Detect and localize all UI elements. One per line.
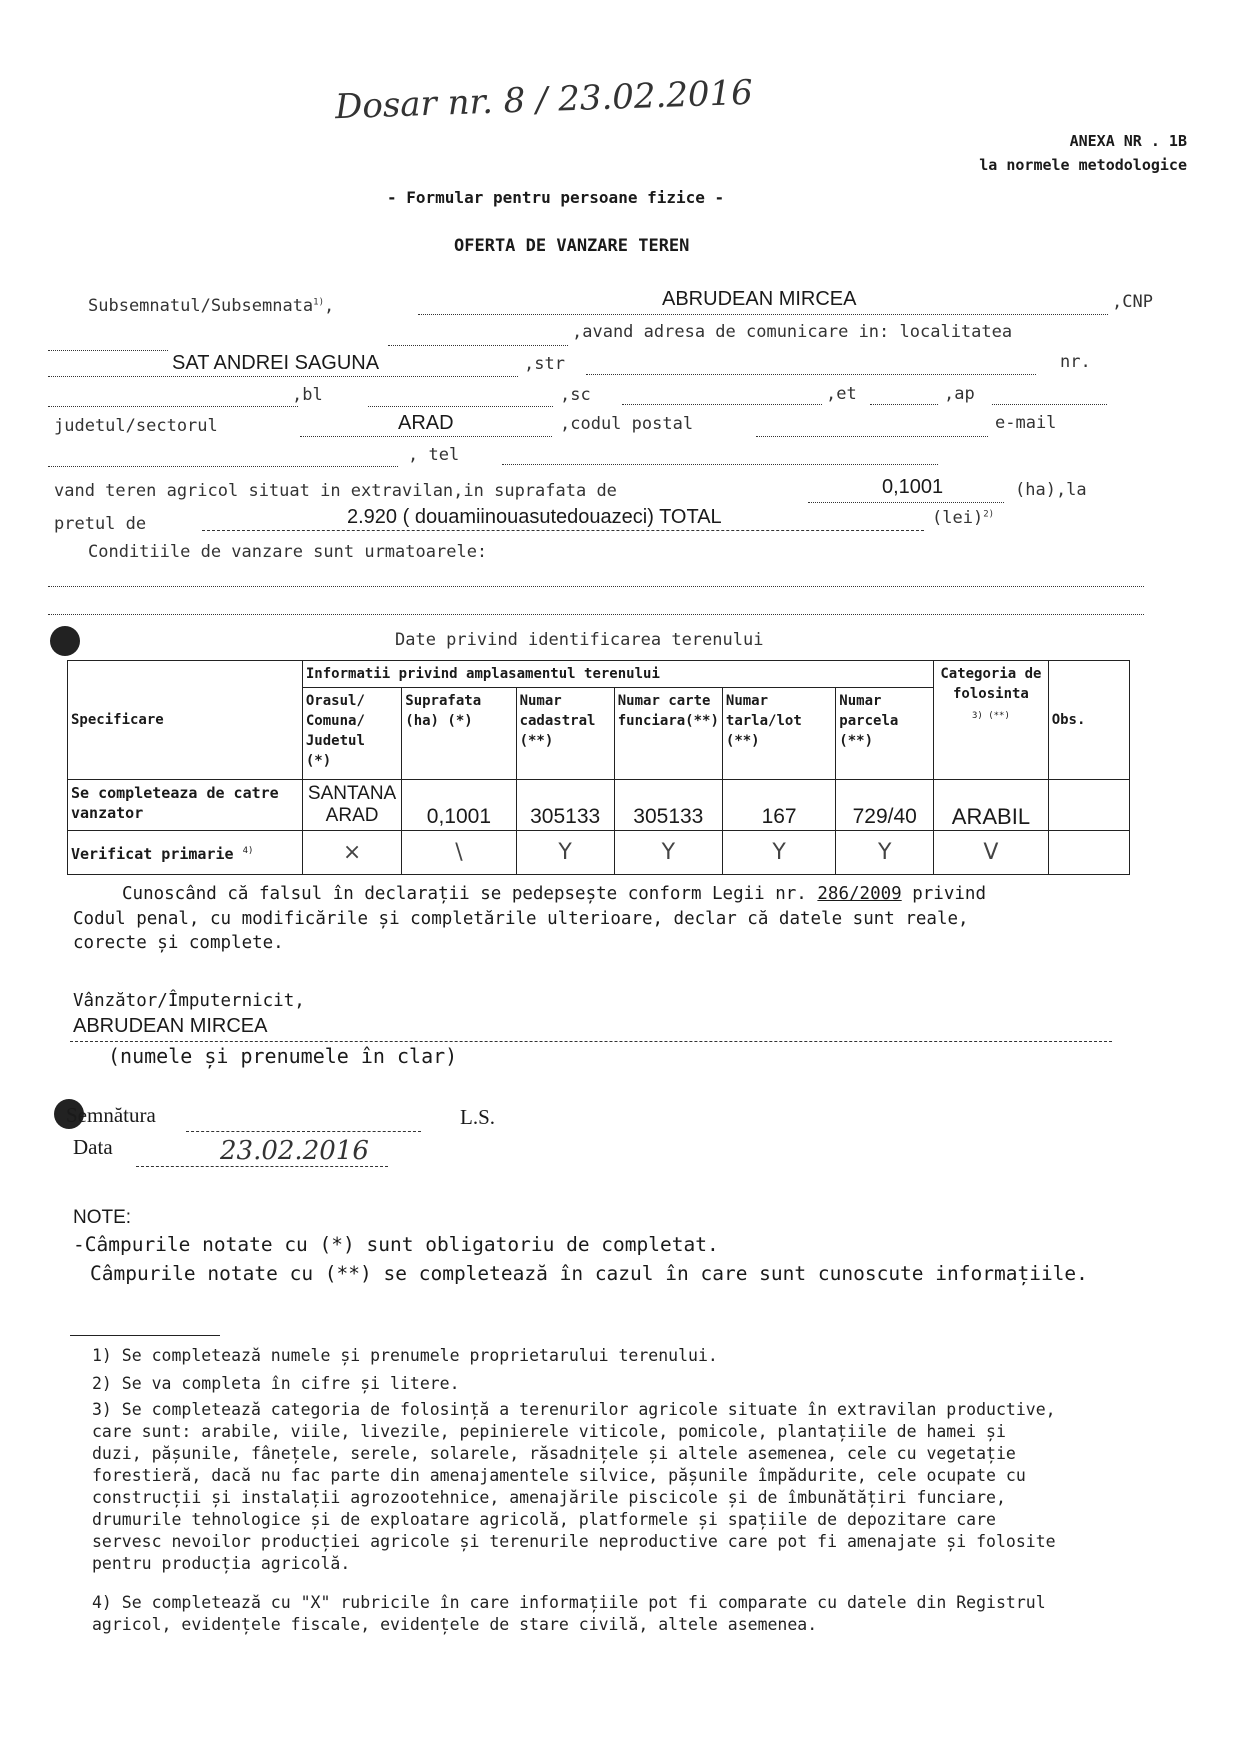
declaration-line-3: corecte și complete.: [73, 933, 284, 953]
notes-line-2: Câmpurile notate cu (**) se completează în cazul în care sunt cunoscute informațiile.: [90, 1262, 1088, 1285]
header-observations: Obs.: [1048, 661, 1129, 780]
cell-land-book-number[interactable]: 305133: [614, 780, 722, 831]
label-block: ,bl: [292, 385, 323, 405]
header-cadastral-number: Numar cadastral (**): [516, 688, 614, 780]
label-floor: ,et: [826, 384, 857, 404]
label-price: pretul de: [54, 514, 147, 534]
header-locality: Orasul/ Comuna/ Judetul (*): [302, 688, 401, 780]
locality-field[interactable]: SAT ANDREI SAGUNA: [172, 352, 380, 374]
header-parcel-number: Numar parcela (**): [836, 688, 934, 780]
handwritten-file-number: Dosar nr. 8 / 23.02.2016: [334, 72, 754, 128]
price-field[interactable]: 2.920 ( douamiinouasutedouazeci) TOTAL: [347, 506, 722, 528]
footnote-3-line: pentru producția agricolă.: [92, 1554, 351, 1573]
footnote-3-line: duzi, pășunile, fânețele, serele, solarele, răsadnițele și altele asemenea, cele cu vegetație: [92, 1444, 1016, 1463]
label-number: nr.: [1060, 352, 1091, 372]
header-location-group: Informatii privind amplasamentul terenului: [302, 661, 933, 688]
cell-parcel-number[interactable]: 729/40: [836, 780, 934, 831]
header-tarla-number: Numar tarla/lot (**): [722, 688, 835, 780]
cell-locality[interactable]: SANTANA ARAD: [302, 780, 401, 831]
footnote-3-line: forestieră, dacă nu fac parte din amenajamentele silvice, pășunile împădurite, cele ocupate cu: [92, 1466, 1026, 1485]
header-use-category: Categoria de folosinta 3) (**): [934, 661, 1049, 780]
apartment-underline[interactable]: [992, 404, 1107, 405]
notes-title: NOTE:: [73, 1207, 132, 1228]
cell-cadastral-number[interactable]: 305133: [516, 780, 614, 831]
label-seller: Vânzător/Împuternicit,: [73, 991, 305, 1011]
cell-observations[interactable]: [1048, 780, 1129, 831]
label-phone: , tel: [408, 445, 460, 465]
label-cnp: ,CNP: [1112, 292, 1153, 312]
label-postal-code: ,codul postal: [560, 414, 694, 434]
footnote-3-line: drumurile tehnologice și de exploatare agricolă, platformele și spațiile de depozitare care: [92, 1510, 996, 1529]
name-underline: [418, 314, 1108, 315]
annex-number: ANEXA NR . 1B: [1069, 132, 1187, 150]
footnote-2: 2) Se va completa în cifre și litere.: [92, 1374, 460, 1393]
name-caption: (numele și prenumele în clar): [108, 1044, 458, 1068]
label-lei: (lei)$^{2)}$: [932, 508, 995, 528]
declaration-line-2: Codul penal, cu modificările și completările ulterioare, declar că datele sunt reale,: [73, 909, 969, 929]
conditions-line-1[interactable]: [48, 586, 1144, 587]
page-title: OFERTA DE VANZARE TEREN: [454, 236, 690, 256]
punch-hole-mark: [50, 626, 80, 656]
owner-name-field[interactable]: ABRUDEAN MIRCEA: [662, 288, 857, 310]
form-type: - Formular pentru persoane fizice -: [387, 188, 725, 207]
county-underline: [300, 436, 552, 437]
footnote-separator: [70, 1335, 220, 1336]
seller-name-field[interactable]: ABRUDEAN MIRCEA: [73, 1015, 268, 1037]
locality-underline: [48, 376, 518, 377]
phone-underline[interactable]: [502, 464, 938, 465]
cell-use-category[interactable]: ARABIL: [934, 780, 1049, 831]
street-underline[interactable]: [586, 374, 1036, 375]
label-conditions: Conditiile de vanzare sunt urmatoarele:: [88, 542, 488, 562]
verify-mark-tarla[interactable]: Y: [722, 831, 835, 875]
header-land-book-number: Numar carte funciara(**): [614, 688, 722, 780]
footnote-3-line: servesc nevoilor producției agricole și terenurile neproductive care pot fi amenajate și folosite: [92, 1532, 1056, 1551]
cnp-underline: [48, 350, 168, 351]
date-underline: [136, 1166, 388, 1167]
label-stamp: L.S.: [460, 1105, 496, 1129]
label-date: Data: [73, 1135, 113, 1159]
label-hectares: (ha),la: [1015, 480, 1087, 500]
verify-mark-parcel[interactable]: Y: [836, 831, 934, 875]
row-seller-label: Se completeaza de catre vanzator: [68, 780, 303, 831]
verify-mark-observations[interactable]: [1048, 831, 1129, 875]
footnote-3-line: construcții și instalații agrozootehnice, amenajările piscicole și de îmbunătățiri funciare,: [92, 1488, 1006, 1507]
area-underline: [808, 502, 1004, 503]
label-staircase: ,sc: [560, 385, 591, 405]
notes-line-1: -Câmpurile notate cu (*) sunt obligatoriu de completat.: [73, 1233, 719, 1256]
label-street: ,str: [524, 354, 565, 374]
annex-subtitle: la normele metodologice: [979, 156, 1187, 174]
verify-mark-locality[interactable]: ×: [302, 831, 401, 875]
footnote-3-line: care sunt: arabile, viile, livezile, pepinierele viticole, pomicole, plantațiile de hamei și: [92, 1422, 1006, 1441]
block-underline[interactable]: [368, 406, 553, 407]
county-field[interactable]: ARAD: [398, 412, 454, 434]
footnote-4-line: 4) Se completează cu "X" rubricile în care informațiile pot fi comparate cu datele din Registrul: [92, 1593, 1046, 1612]
postal-underline[interactable]: [756, 436, 988, 437]
footnote-4-line: agricol, evidențele fiscale, evidențele de stare civilă, altele asemenea.: [92, 1615, 818, 1634]
label-apartment: ,ap: [944, 384, 975, 404]
staircase-underline[interactable]: [622, 404, 822, 405]
header-specificare: Specificare: [68, 661, 303, 780]
area-field[interactable]: 0,1001: [882, 476, 944, 498]
label-address: ,avand adresa de comunicare in: localitatea: [572, 322, 1013, 342]
verify-mark-cadastral[interactable]: Y: [516, 831, 614, 875]
number-underline[interactable]: [48, 406, 298, 407]
label-signature: Semnătura: [66, 1103, 156, 1127]
verify-mark-land-book[interactable]: Y: [614, 831, 722, 875]
land-identification-table: [67, 660, 1130, 875]
label-email: e-mail: [995, 413, 1057, 433]
label-county: judetul/sectorul: [54, 416, 218, 436]
verify-mark-area[interactable]: \: [402, 831, 516, 875]
label-sell-area: vand teren agricol situat in extravilan,in suprafata de: [54, 481, 617, 501]
conditions-line-2[interactable]: [48, 614, 1144, 615]
row-verify-label: Verificat primarie $^{4)}$: [68, 831, 303, 875]
floor-underline[interactable]: [870, 404, 938, 405]
footnote-3-line: 3) Se completează categoria de folosință a terenurilor agricole situate în extravilan productive,: [92, 1400, 1056, 1419]
section-title: Date privind identificarea terenului: [395, 630, 764, 650]
cell-area[interactable]: 0,1001: [402, 780, 516, 831]
header-area: Suprafata (ha) (*): [402, 688, 516, 780]
price-underline: [202, 530, 924, 531]
seller-name-underline: [70, 1041, 1112, 1042]
declaration-line-1: Cunoscând că falsul în declarații se pedepsește conform Legii nr. 286/2009 privind: [122, 884, 986, 904]
date-field[interactable]: 23.02.2016: [220, 1136, 369, 1166]
email-underline[interactable]: [48, 466, 398, 467]
cell-tarla-number[interactable]: 167: [722, 780, 835, 831]
cnp-underline-2: [388, 345, 568, 346]
footnote-1: 1) Se completează numele și prenumele proprietarului terenului.: [92, 1346, 718, 1365]
label-name: Subsemnatul/Subsemnata$^{1)}$,: [88, 296, 335, 316]
verify-mark-category[interactable]: V: [934, 831, 1049, 875]
signature-line[interactable]: [186, 1131, 421, 1132]
